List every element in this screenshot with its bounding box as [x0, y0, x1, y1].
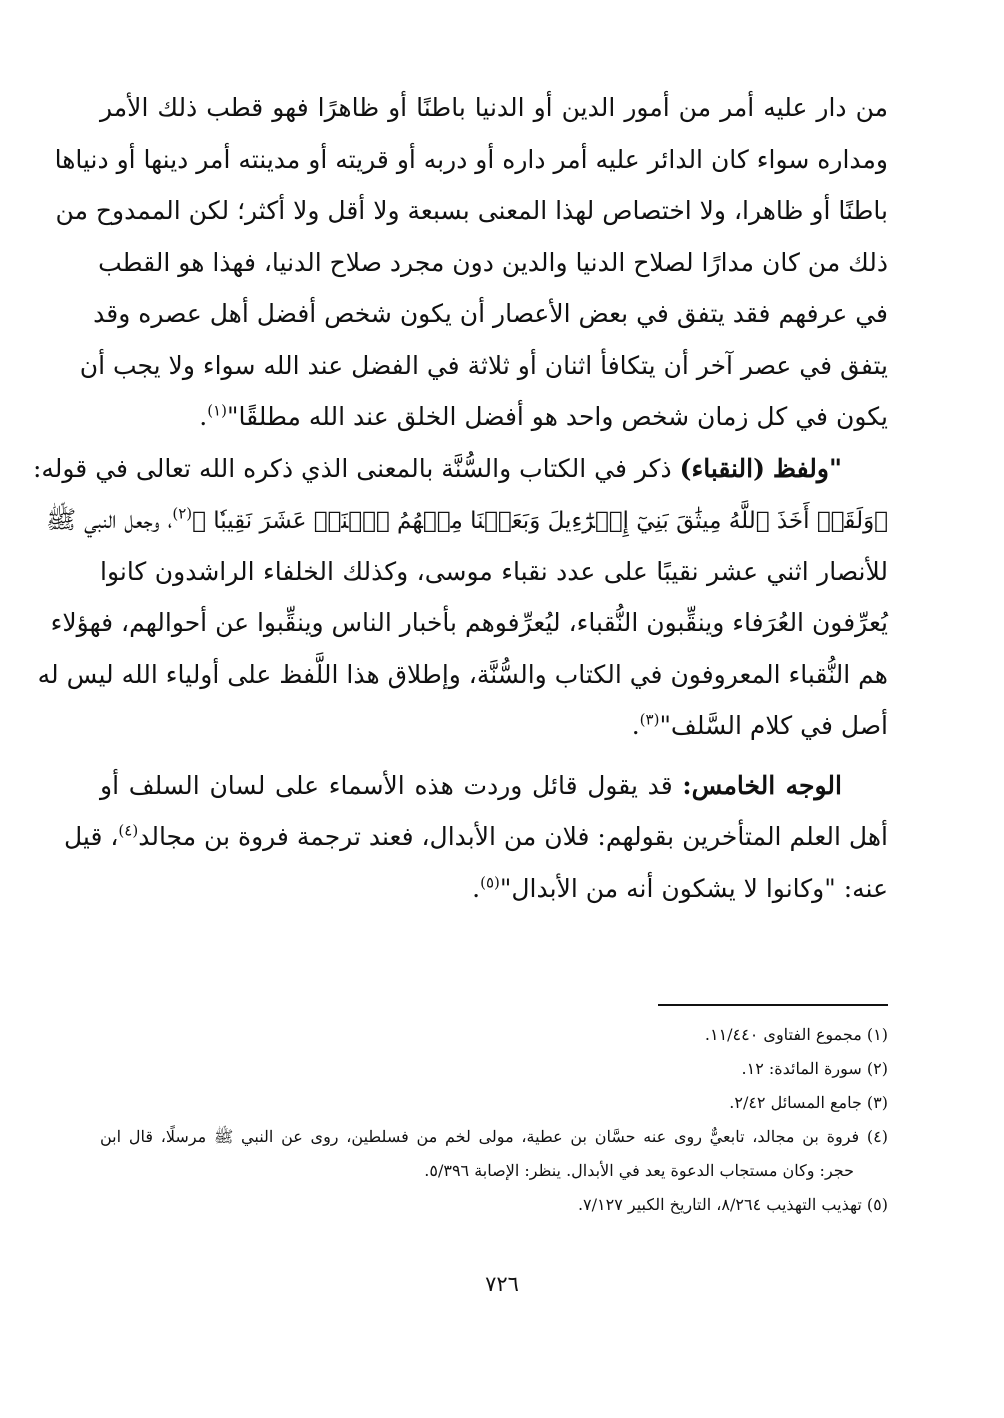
text-fragment: أهل العلم المتأخرين بقولهم: فلان من الأبدال، فعند ترجمة فروة بن مجالد — [138, 822, 888, 851]
footnote: (٢) سورة المائدة: ١٢. — [741, 1059, 888, 1078]
quran-verse: ﴿وَلَقَدۡ أَخَذَ ٱللَّهُ مِيثَٰقَ بَنِيٓ إِسۡرَٰٓءِيلَ وَبَعَثۡنَا مِنۡهُمُ ٱثۡنَيۡ عَشَرَ نَقِيبٗا ﴾ — [192, 508, 888, 534]
text-line: من دار عليه أمر من أمور الدين أو الدنيا باطنًا أو ظاهرًا فهو قطب ذلك الأمر — [100, 93, 888, 122]
text-line — [32, 443, 888, 495]
text-line — [100, 700, 888, 752]
section-heading: الوجه الخامس: — [682, 770, 842, 800]
emphasis: "ولفظ — [772, 453, 842, 483]
text-fragment: عنه: "وكانوا لا يشكون أنه من الأبدال" — [499, 873, 888, 903]
footnote-ref[interactable]: (٤) — [118, 821, 139, 840]
text-fragment: ، قيل — [63, 822, 119, 851]
footnote-divider — [658, 1004, 888, 1006]
text-line — [100, 863, 888, 915]
page-number: ٧٢٦ — [485, 1272, 519, 1296]
text-fragment: ذكر في الكتاب والسُّنَّة بالمعنى الذي ذكره الله تعالى في قوله: — [32, 453, 672, 483]
text-fragment: أصل في كلام السَّلف" — [659, 711, 888, 740]
text-line: للأنصار اثني عشر نقيبًا على عدد نقباء موسى، وكذلك الخلفاء الراشدون كانوا — [100, 556, 888, 586]
footnote-ref[interactable]: (٣) — [639, 710, 660, 729]
footnote: (٤) فروة بن مجالد، تابعيٌّ روى عنه حسَّان بن عطية، مولى لخم من فسلطين، روى عن النبي ﷺ مرسلًا، قال ابن — [100, 1127, 888, 1146]
footnote: (٥) تهذيب التهذيب ٨/٢٦٤، التاريخ الكبير ٧/١٢٧. — [577, 1195, 888, 1214]
text-line: يتفق في عصر آخر أن يتكافأ اثنان أو ثلاثة في الفضل عند الله سواء ولا يجب أن — [79, 350, 888, 380]
footnote-ref[interactable]: (٢) — [172, 504, 193, 523]
text-line: في عرفهم فقد يتفق في بعض الأعصار أن يكون شخص أفضل أهل عصره وقد — [93, 299, 888, 328]
quran-line — [45, 494, 888, 546]
text-line: هم النُّقباء المعروفون في الكتاب والسُّنَّة، وإطلاق هذا اللَّفظ على أولياء الله ليس له — [37, 659, 888, 689]
text-line: باطنًا أو ظاهرا، ولا اختصاص لهذا المعنى بسبعة ولا أقل ولا أكثر؛ لكن الممدوح من — [55, 196, 888, 225]
text-line: ومداره سواء كان الدائر عليه أمر داره أو دربه أو قريته أو مدينته أمر دينها أو دنياها — [54, 144, 888, 174]
text-fragment: قد يقول قائل وردت هذه الأسماء على لسان السلف أو — [100, 770, 673, 800]
paragraph-gap — [100, 752, 888, 760]
main-text — [32, 82, 888, 914]
text-line — [100, 760, 888, 812]
text-fragment: يكون في كل زمان شخص واحد هو أفضل الخلق عند الله مطلقًا" — [226, 402, 888, 431]
text-line: ذلك من كان مدارًا لصلاح الدنيا والدين دون مجرد صلاح الدنيا، فهذا هو القطب — [98, 247, 888, 277]
text-line: يُعرِّفون العُرَفاء وينقِّبون النُّقباء، ليُعرِّفوهم بأخبار الناس وينقِّبوا عن أحوالهم، فهؤلاء — [50, 608, 888, 637]
footnote-ref[interactable]: (١) — [207, 401, 227, 420]
text-line — [63, 811, 888, 863]
text-fragment: ، وجعل النبي ﷺ — [45, 505, 173, 534]
term-nuqaba: (النقباء) — [679, 453, 765, 483]
text-fragment: . — [472, 873, 481, 903]
footnote: (٣) جامع المسائل ٢/٤٢. — [729, 1093, 888, 1112]
text-fragment: . — [199, 402, 208, 431]
footnote-ref[interactable]: (٥) — [480, 873, 500, 892]
footnote-continuation: حجر: وكان مستجاب الدعوة يعد في الأبدال. ينظر: الإصابة ٥/٣٩٦. — [424, 1161, 854, 1180]
text-line — [100, 391, 888, 443]
text-fragment: . — [631, 711, 640, 740]
footnote: (١) مجموع الفتاوى ١١/٤٤٠. — [704, 1025, 888, 1044]
footnotes — [100, 1018, 888, 1222]
